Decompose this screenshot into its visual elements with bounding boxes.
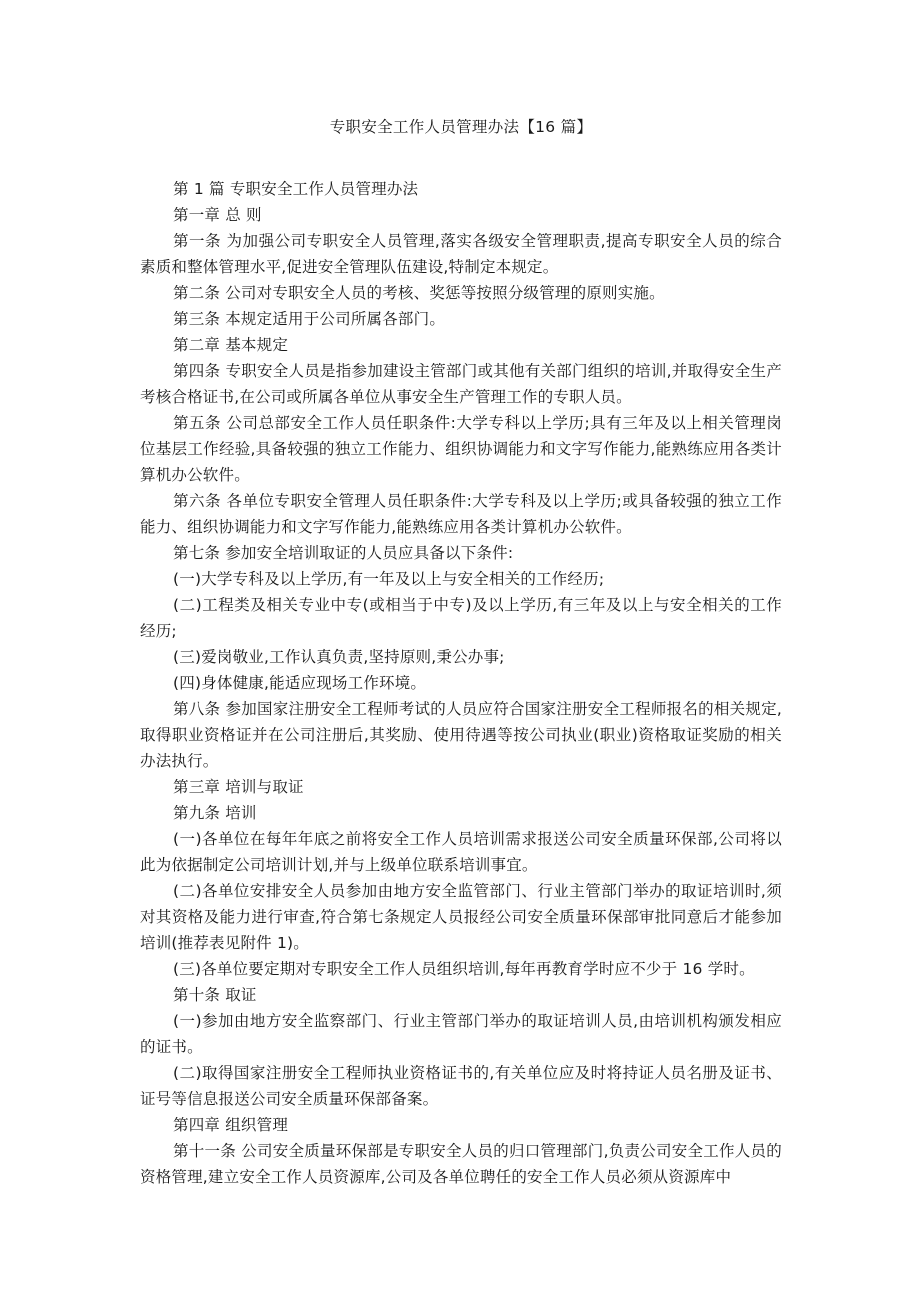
paragraph: 第三条 本规定适用于公司所属各部门。 [173, 310, 446, 328]
paragraph: (三)爱岗敬业,工作认真负责,坚持原则,秉公办事; [173, 648, 505, 666]
paragraph: 第九条 培训 [173, 804, 257, 822]
paragraph: (二)工程类及相关专业中专(或相当于中专)及以上学历,有三年及以上与安全相关的工作经历; [140, 596, 782, 640]
paragraph: (二)各单位安排安全人员参加由地方安全监管部门、行业主管部门举办的取证培训时,须对其资格及能力进行审查,符合第七条规定人员报经公司安全质量环保部审批同意后才能参加培训(推荐表见附件 1)。 [140, 882, 782, 952]
paragraph: 第五条 公司总部安全工作人员任职条件:大学专科以上学历;具有三年及以上相关管理岗位基层工作经验,具备较强的独立工作能力、组织协调能力和文字写作能力,能熟练应用各类计算机办公软件。 [140, 414, 782, 484]
paragraph: 第二条 公司对专职安全人员的考核、奖惩等按照分级管理的原则实施。 [173, 284, 665, 302]
paragraph: 第一条 为加强公司专职安全人员管理,落实各级安全管理职责,提高专职安全人员的综合素质和整体管理水平,促进安全管理队伍建设,特制定本规定。 [140, 232, 782, 276]
paragraph: 第六条 各单位专职安全管理人员任职条件:大学专科及以上学历;或具备较强的独立工作能力、组织协调能力和文字写作能力,能熟练应用各类计算机办公软件。 [140, 492, 782, 536]
paragraph: (一)各单位在每年年底之前将安全工作人员培训需求报送公司安全质量环保部,公司将以此为依据制定公司培训计划,并与上级单位联系培训事宜。 [140, 830, 782, 874]
paragraph: 第四章 组织管理 [173, 1116, 289, 1134]
paragraph: 第二章 基本规定 [173, 336, 289, 354]
paragraph: 第十一条 公司安全质量环保部是专职安全人员的归口管理部门,负责公司安全工作人员的资格管理,建立安全工作人员资源库,公司及各单位聘任的安全工作人员必须从资源库中 [140, 1142, 782, 1186]
paragraph: 第三章 培训与取证 [173, 778, 304, 796]
paragraph: (一)参加由地方安全监察部门、行业主管部门举办的取证培训人员,由培训机构颁发相应的证书。 [140, 1012, 782, 1056]
paragraph: 第八条 参加国家注册安全工程师考试的人员应符合国家注册安全工程师报名的相关规定,取得职业资格证并在公司注册后,其奖励、使用待遇等按公司执业(职业)资格取证奖励的相关办法执行。 [140, 700, 782, 770]
paragraph: 第 1 篇 专职安全工作人员管理办法 [173, 180, 419, 198]
paragraph: (三)各单位要定期对专职安全工作人员组织培训,每年再教育学时应不少于 16 学时。 [173, 960, 755, 978]
document-body [140, 176, 782, 1190]
paragraph: 第十条 取证 [173, 986, 257, 1004]
document-title: 专职安全工作人员管理办法【16 篇】 [329, 118, 593, 136]
paragraph: 第七条 参加安全培训取证的人员应具备以下条件: [173, 544, 514, 562]
paragraph: 第一章 总 则 [173, 206, 262, 224]
paragraph: (一)大学专科及以上学历,有一年及以上与安全相关的工作经历; [173, 570, 605, 588]
paragraph: (二)取得国家注册安全工程师执业资格证书的,有关单位应及时将持证人员名册及证书、证号等信息报送公司安全质量环保部备案。 [140, 1064, 782, 1108]
paragraph: (四)身体健康,能适应现场工作环境。 [173, 674, 427, 692]
paragraph: 第四条 专职安全人员是指参加建设主管部门或其他有关部门组织的培训,并取得安全生产考核合格证书,在公司或所属各单位从事安全生产管理工作的专职人员。 [140, 362, 782, 406]
